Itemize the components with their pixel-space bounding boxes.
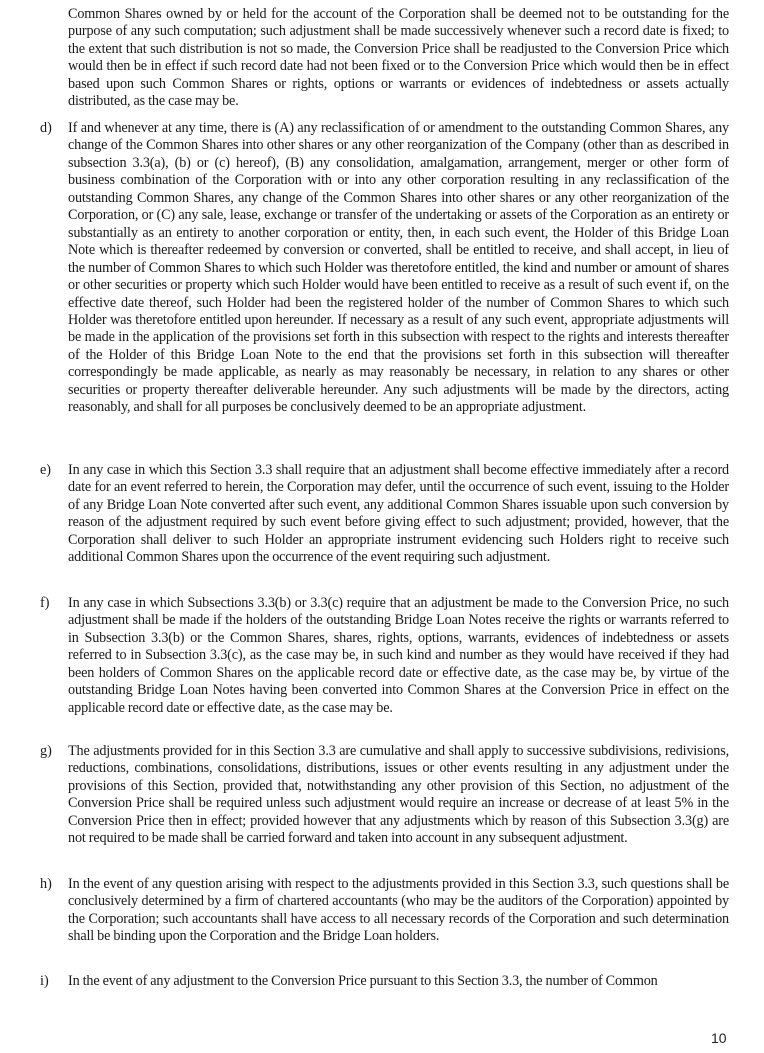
item-text: In the event of any adjustment to the Conversion Price pursuant to this Section 3.3, the number of Common (68, 973, 658, 989)
item-label: f) (40, 595, 50, 611)
item-label: h) (40, 876, 52, 892)
item-label: i) (40, 973, 49, 989)
item-text: In the event of any question arising with respect to the adjustments provided in this Section 3.3, such questions shall be conclusively determined by a firm of chartered accountants (who may be the auditors of the Corporation) appointed by the Corporation; such accountants shall have access to all necessary records of the Corporation and such determination shall be binding upon the Corporation and the Bridge Loan holders. (68, 876, 729, 945)
item-label: g) (40, 743, 52, 759)
item-label: e) (40, 462, 52, 478)
item-text: The adjustments provided for in this Section 3.3 are cumulative and shall apply to successive subdivisions, redivisions, reductions, combinations, consolidations, distributions, issues or other events resulting in any adjustment under the provisions of this Section, provided that, notwithstanding any other provision of this Section, no adjustment of the Conversion Price shall be required unless such adjustment would require an increase or decrease of at least 5% in the Conversion Price then in effect; provided however that any adjustments which by reason of this Subsection 3.3(g) are not required to be made shall be carried forward and taken into account in any subsequent adjustment. (68, 743, 729, 847)
item-label: d) (40, 120, 52, 136)
item-text: If and whenever at any time, there is (A) any reclassification of or amendment to the outstanding Common Shares, any change of the Common Shares into other shares or any other reorganization of the Company (other than as described in subsection 3.3(a), (b) or (c) hereof), (B) any consolidation, amalgamation, arrangement, merger or other form of business combination of the Corporation with or into any other corporation resulting in any reclassification of the outstanding Common Shares, any change of the Common Shares into other shares or any other reorganization of the Corporation, or (C) any sale, lease, exchange or transfer of the undertaking or assets of the Corporation as an entirety or substantially as an entirety to another corporation or entity, then, in each such event, the Holder of this Bridge Loan Note which is thereafter redeemed by conversion or converted, shall be entitled to receive, and shall accept, in lieu of the number of Common Shares to which such Holder was theretofore entitled, the kind and number or amount of shares or other securities or property which such Holder would have been entitled to receive as a result of such event if, on the effective date thereof, such Holder had been the registered holder of the number of Common Shares to which such Holder was theretofore entitled upon hereunder. If necessary as a result of any such event, appropriate adjustments will be made in the application of the provisions set forth in this subsection with respect to the rights and interests thereafter of the Holder of this Bridge Loan Note to the end that the provisions set forth in this subsection will thereafter correspondingly be made applicable, as nearly as may reasonably be necessary, in relation to any shares or other securities or property thereafter deliverable hereunder. Any such adjustments will be made by the directors, acting reasonably, and shall for all purposes be conclusively deemed to be an appropriate adjustment. (68, 120, 729, 416)
page-number: 10 (711, 1030, 727, 1046)
item-text: In any case in which Subsections 3.3(b) or 3.3(c) require that an adjustment be made to the Conversion Price, no such adjustment shall be made if the holders of the outstanding Bridge Loan Notes receive the rights or warrants referred to in Subsection 3.3(b) or the Common Shares, shares, rights, options, warrants, evidences of indebtedness or assets referred to in Subsection 3.3(c), as the case may be, in such kind and number as they would have received if they had been holders of Common Shares on the applicable record date or effective date, as the case may be, by virtue of the outstanding Bridge Loan Notes having been converted into Common Shares at the Conversion Price in effect on the applicable record date or effective date, as the case may be. (68, 595, 729, 716)
continuation-paragraph: Common Shares owned by or held for the account of the Corporation shall be deemed not to be outstanding for the purpose of any such computation; such adjustment shall be made successively whenever such a record date is fixed; to the extent that such distribution is not so made, the Conversion Price shall be readjusted to the Conversion Price which would then be in effect if such record date had not been fixed or to the Conversion Price which would then be in effect based upon such Common Shares or rights, options or warrants or evidences of indebtedness or assets actually distributed, as the case may be. (68, 6, 729, 110)
item-text: In any case in which this Section 3.3 shall require that an adjustment shall become effective immediately after a record date for an event referred to herein, the Corporation may defer, until the occurrence of such event, issuing to the Holder of any Bridge Loan Note converted after such event, any additional Common Shares issuable upon such conversion by reason of the adjustment required by such event before giving effect to such adjustment; provided, however, that the Corporation shall deliver to such Holder an appropriate instrument evidencing such Holders right to receive such additional Common Shares upon the occurrence of the event requiring such adjustment. (68, 462, 729, 566)
